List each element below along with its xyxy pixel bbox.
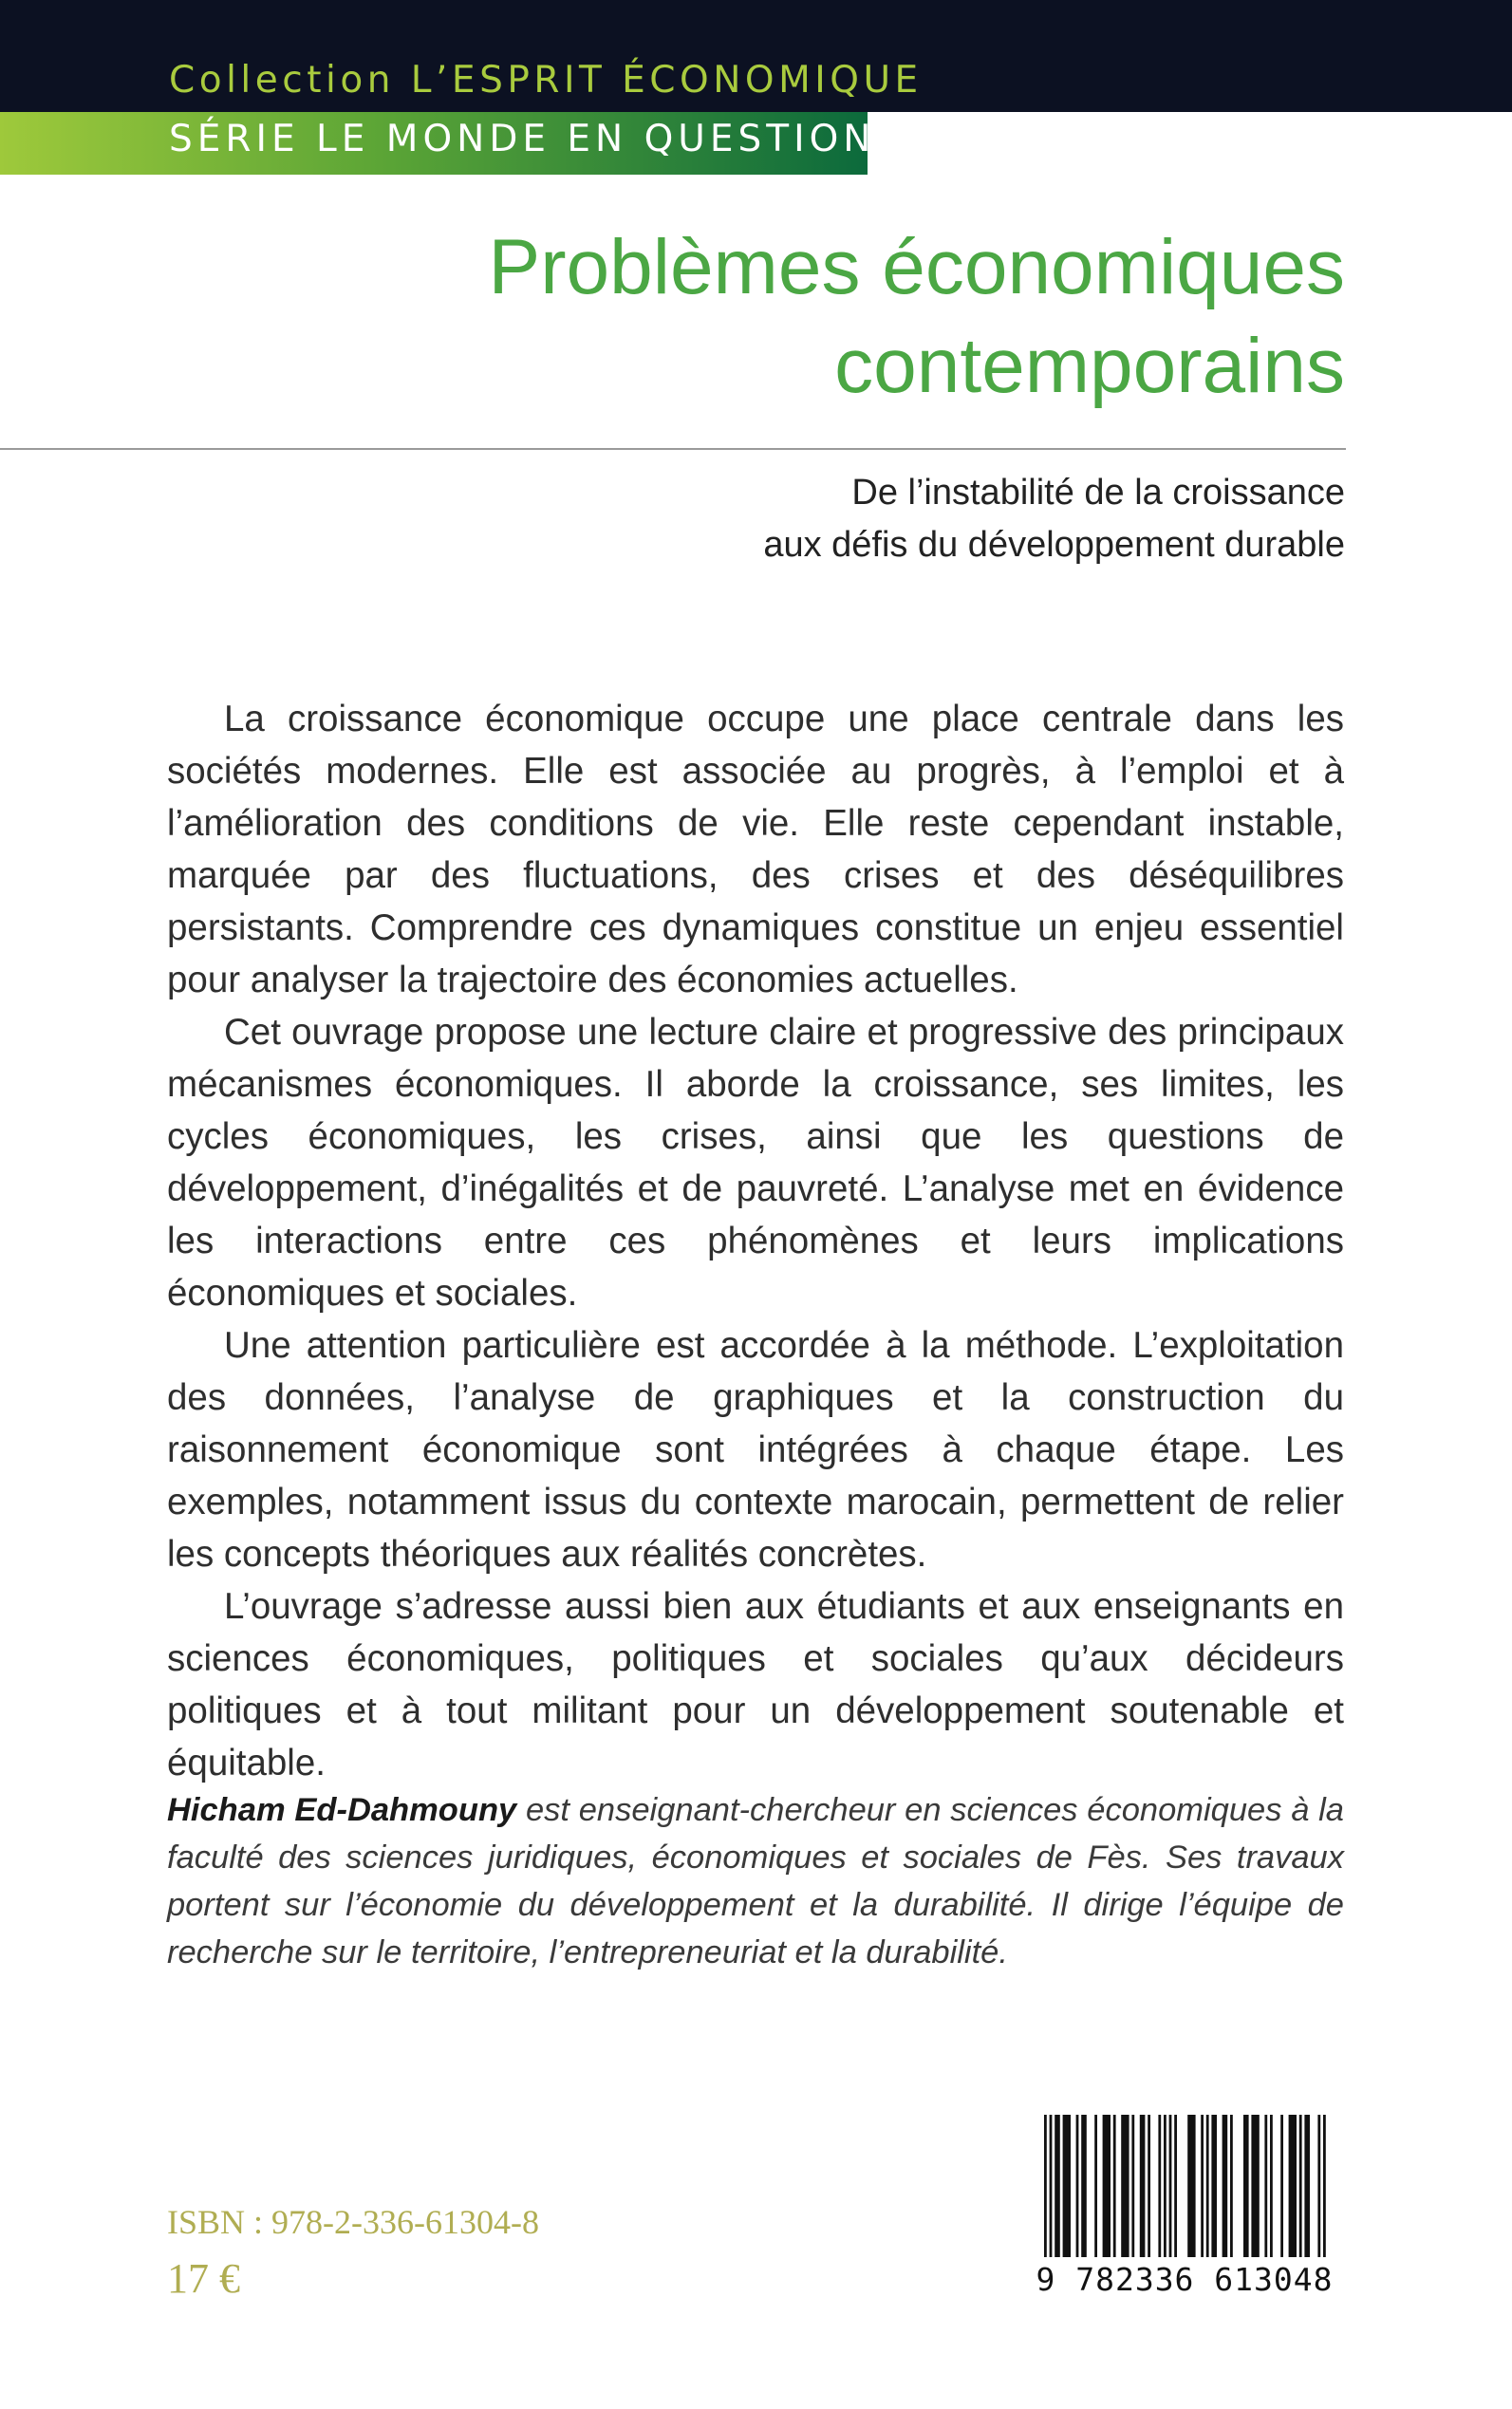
barcode-bar (1304, 2115, 1310, 2257)
barcode-bar (1131, 2115, 1134, 2257)
author-description: est enseignant-chercheur en sciences économiques à la faculté des sciences juridiques, économiques et sociales de Fès. Ses travaux portent sur l’économie du développement et la durabilité. Il dirige l’équipe de recherche sur le territoire, l’entrepreneuriat et la durabilité. (167, 1792, 1344, 1970)
book-subtitle (301, 467, 1345, 571)
book-subtitle-line-1: De l’instabilité de la croissance (851, 473, 1345, 513)
barcode-bar (1050, 2115, 1053, 2257)
book-title-line-2: contemporains (834, 323, 1345, 409)
barcode-bar (1264, 2115, 1267, 2257)
barcode-bar (1164, 2115, 1167, 2257)
barcode-bar (1148, 2115, 1150, 2257)
barcode-bar (1280, 2115, 1283, 2257)
author-name: Hicham Ed-Dahmouny (167, 1792, 517, 1828)
barcode-bar (1251, 2115, 1259, 2257)
collection-name: Collection L’ESPRIT ÉCONOMIQUE (169, 59, 923, 102)
barcode-bar (1211, 2115, 1217, 2257)
barcode-bar (1201, 2115, 1204, 2257)
blurb (167, 693, 1344, 1789)
blurb-paragraph-3: Une attention particulière est accordée à la méthode. L’exploitation des données, l’analyse de graphiques et la construction du raisonnement économique sont intégrées à chaque étape. Les exemples, notamment issus du contexte marocain, permettent de relier les concepts théoriques aux réalités concrètes. (167, 1325, 1344, 1575)
book-title (111, 218, 1345, 416)
barcode-bar (1223, 2115, 1228, 2257)
barcode-bar (1169, 2115, 1172, 2257)
barcode-bar (1243, 2115, 1249, 2257)
barcode-bar (1044, 2115, 1047, 2257)
title-divider (0, 448, 1346, 450)
barcode-bar (1103, 2115, 1111, 2257)
barcode-bar (1081, 2115, 1087, 2257)
isbn: ISBN : 978-2-336-61304-8 (167, 2203, 539, 2241)
barcode-bar (1140, 2115, 1146, 2257)
barcode-bar (1206, 2115, 1209, 2257)
book-subtitle-line-2: aux défis du développement durable (763, 525, 1345, 565)
barcode-bar (1270, 2115, 1273, 2257)
barcode-digits: 9 782336 613048 (1036, 2261, 1334, 2298)
author-bio (167, 1786, 1344, 1976)
barcode-bar (1121, 2115, 1129, 2257)
blurb-paragraph-4: L’ouvrage s’adresse aussi bien aux étudiants et aux enseignants en sciences économiques, politiques et sociales qu’aux décideurs politiques et à tout militant pour un développement soutenable et équitable. (167, 1586, 1344, 1783)
blurb-paragraph-1: La croissance économique occupe une place centrale dans les sociétés modernes. Elle est associée au progrès, à l’emploi et à l’amélioration des conditions de vie. Elle reste cependant instable, marquée par des fluctuations, des crises et des déséquilibres persistants. Comprendre ces dynamiques constitue un enjeu essentiel pour analyser la trajectoire des économies actuelles. (167, 699, 1344, 1000)
series-name: SÉRIE LE MONDE EN QUESTION (169, 118, 876, 160)
blurb-paragraph-2: Cet ouvrage propose une lecture claire et progressive des principaux mécanismes économiques. Il aborde la croissance, ses limites, les cycles économiques, les crises, ainsi que les questions de développement, d’inégalités et de pauvreté. L’analyse met en évidence les interactions entre ces phénomènes et leurs implications économiques et sociales. (167, 1012, 1344, 1314)
barcode-bar (1299, 2115, 1302, 2257)
barcode-bar (1055, 2115, 1060, 2257)
barcode-bar (1230, 2115, 1233, 2257)
price: 17 € (167, 2255, 240, 2302)
barcode-bar (1174, 2115, 1177, 2257)
barcode-bar (1113, 2115, 1116, 2257)
barcode-bar (1317, 2115, 1320, 2257)
barcode (1023, 2115, 1346, 2314)
book-title-line-1: Problèmes économiques (488, 224, 1345, 310)
barcode-bar (1094, 2115, 1097, 2257)
barcode-bar (1063, 2115, 1071, 2257)
barcode-bar (1187, 2115, 1195, 2257)
barcode-bar (1158, 2115, 1161, 2257)
barcode-bar (1323, 2115, 1326, 2257)
barcode-bar (1076, 2115, 1079, 2257)
barcode-bar (1289, 2115, 1297, 2257)
